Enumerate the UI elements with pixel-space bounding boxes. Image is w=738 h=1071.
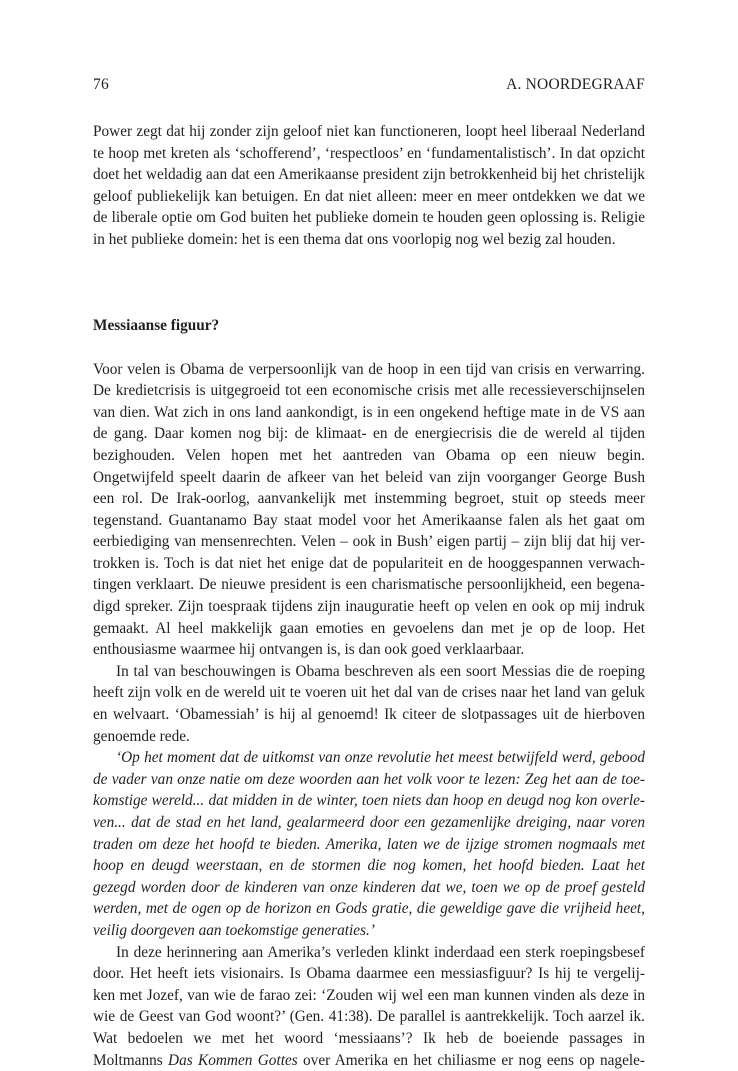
text-run: over Amerika en het chiliasme er nog eens op nagele-: [297, 1051, 645, 1069]
text-line: Power zegt dat hij zonder zijn geloof niet kan functioneren, loopt heel liberaal Nederland: [93, 123, 645, 140]
text-line: wie de Geest van God woont?’ (Gen. 41:38). De parallel is aantrekkelijk. Toch aarzel ik.: [93, 1008, 645, 1026]
text-line: gemaakt. Al heel makkelijk gaan emoties en gevoelens dan met je op de loop. Het: [93, 619, 645, 637]
quote-line: werden, met de ogen op de horizon en Gods gratie, die geweldige gave die vrijheid heet,: [93, 900, 645, 918]
text-line: ken met Jozef, van wie de farao zei: ‘Zouden wij wel een man kunnen vinden als deze in: [93, 986, 645, 1004]
text-line: Wat bedoelen we met het woord ‘messiaans’? Ik heb de boeiende passages in: [93, 1029, 645, 1047]
text-line: en welvaart. ‘Obamessiah’ is hij al genoemd! Ik citeer de slotpassages uit de hierboven: [93, 706, 645, 724]
text-line: genoemde rede.: [93, 727, 190, 745]
quote-line: hoop en deugd weerstaan, en de stormen die nog komen, het hoofd bieden. Laat het: [93, 857, 645, 875]
text-line: een rol. De Irak-oorlog, aanvankelijk met instemming begroet, stuit op steeds meer: [93, 490, 645, 508]
text-line: digd spreker. Zijn toespraak tijdens zijn inauguratie heeft op velen en ook op mij indruk: [93, 598, 645, 616]
section-heading: Messiaanse figuur?: [93, 317, 220, 335]
text-line: eerbiediging van mensenrechten. Velen – ook in Bush’ eigen partij – zijn blij dat hij ver-: [93, 533, 645, 551]
quote-line: ‘Op het moment dat de uitkomst van onze revolutie het meest betwijfeld werd, gebood: [116, 749, 645, 767]
text-line: bezighouden. Velen hopen met het aantreden van Obama op een nieuw begin.: [93, 446, 645, 464]
text-line: geloof publiekelijk kan betuigen. En dat niet alleen: meer en meer ontdekken we dat we: [93, 187, 645, 205]
text-line: in het publieke domein: het is een thema dat ons voorlopig nog wel bezig zal houden.: [93, 230, 616, 248]
heading-spacer: [93, 337, 645, 359]
text-line: tingen verklaart. De nieuwe president is een charismatische persoonlijkheid, een begena-: [93, 576, 645, 594]
text-line: de gang. Daar komen nog bij: de klimaat- en de energiecrisis die de wereld al tijden: [93, 425, 645, 443]
running-author: A. NOORDEGRAAF: [506, 76, 645, 93]
text-line: In tal van beschouwingen is Obama beschreven als een soort Messias die de roeping: [116, 662, 645, 680]
quote-line: traden om deze het hoofd te bieden. Amerika, laten we de ijzige stromen nogmaals met: [93, 835, 645, 853]
section-spacer: [93, 251, 645, 316]
text-line: tegenstand. Guantanamo Bay staat model voor het Amerikaanse falen als het gaat om: [93, 511, 645, 529]
text-line: heeft zijn volk en de wereld uit te voeren uit het dal van de crises naar het land van geluk: [93, 684, 645, 702]
text-line: van dien. Wat zich in ons land aankondigt, is in een ongekend heftige mate in de VS aan: [93, 403, 645, 421]
text-line: doet het weldadig aan dat een Amerikaanse president zijn betrokkenheid bij het christelijk: [93, 166, 645, 184]
paragraph-1: [93, 121, 645, 251]
block-quote: [93, 747, 645, 941]
quote-line: komstige wereld... dat midden in de winter, toen niets dan hoop en deugd nog kon overle-: [93, 792, 645, 810]
page-number: 76: [93, 76, 109, 93]
text-line: In deze herinnering aan Amerika’s verleden klinkt inderdaad een sterk roepingsbesef: [116, 943, 645, 961]
paragraph-3: [93, 661, 645, 747]
quote-line: de vader van onze natie om deze woorden aan het volk voor te lezen: Zeg het aan de toe-: [93, 770, 645, 788]
body-text: [93, 121, 645, 1071]
text-line: de liberale optie om God buiten het publieke domein te houden geen oplossing is. Religie: [93, 209, 645, 227]
text-line: Voor velen is Obama de verpersoonlijk van de hoop in een tijd van crisis en verwarring.: [93, 360, 645, 378]
quote-line: ven... dat de stad en het land, gealarmeerd door een gezamenlijke dreiging, naar voren: [93, 814, 645, 832]
quote-line: gezegd worden door de kinderen van onze kinderen dat we, toen we op de proef gesteld: [93, 878, 645, 896]
quote-line: veilig doorgeven aan toekomstige generaties.’: [93, 921, 375, 939]
text-line: De kredietcrisis is uitgegroeid tot een economische crisis met alle recessieverschijnselen: [93, 382, 645, 400]
running-header: [93, 76, 645, 100]
text-line: Ongetwijfeld speelt daarin de afkeer van het beleid van zijn voorganger George Bush: [93, 468, 645, 486]
text-line: te hoop met kreten als ‘schofferend’, ‘respectloos’ en ‘fundamentalistisch’. In dat opzicht: [93, 144, 645, 162]
paragraph-2: [93, 359, 645, 661]
text-line: trokken is. Toch is dat niet het enige dat de populariteit en de hooggespannen verwach-: [93, 554, 645, 572]
text-line: enthousiasme waarmee hij ontvangen is, is dan ook goed verklaarbaar.: [93, 641, 525, 659]
book-title: Das Kommen Gottes: [168, 1051, 298, 1069]
text-line: door. Het heeft iets visionairs. Is Obama daarmee een messiasfiguur? Is hij te vergelij-: [93, 965, 645, 983]
text-run: Moltmanns: [93, 1051, 169, 1069]
paragraph-4: [93, 942, 645, 1071]
